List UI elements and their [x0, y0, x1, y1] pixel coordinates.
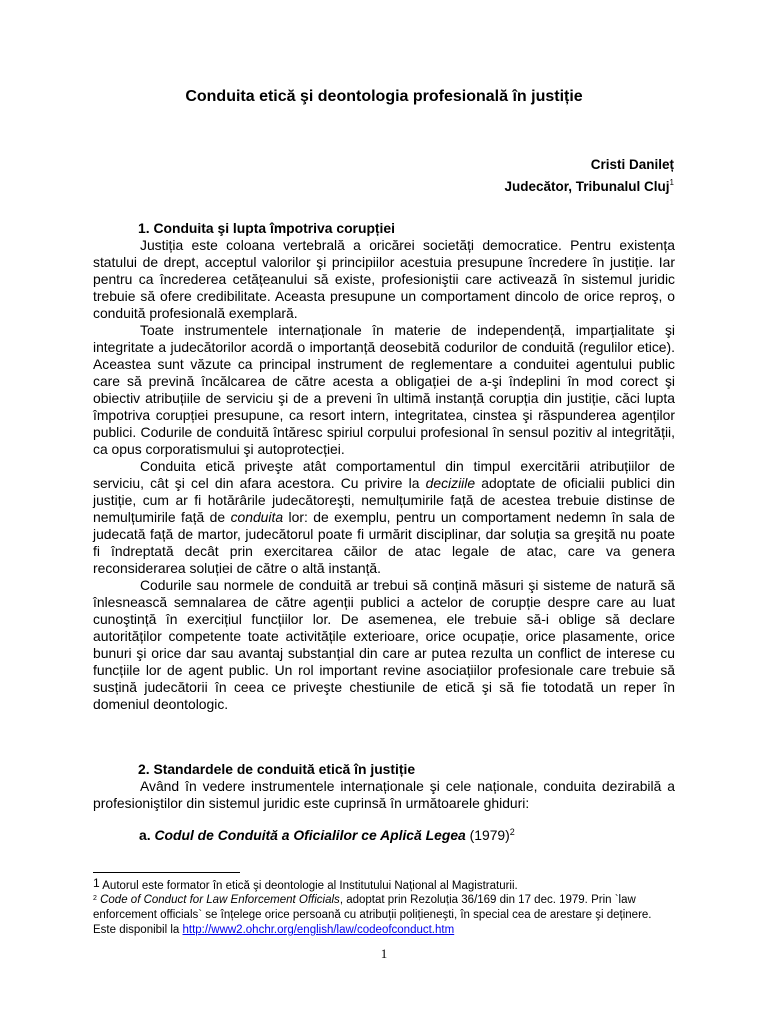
author-block [505, 156, 674, 196]
page-number: 1 [380, 946, 388, 961]
footnote-ref-1: 1 [669, 178, 674, 187]
author-name: Cristi Danileț [590, 157, 674, 172]
author-role-line [505, 174, 674, 196]
section-1-paragraph-4: Codurile sau normele de conduită ar trebui să conțină măsuri şi sisteme de natură să înlesnească semnalarea de către agenții publici a actelor de corupție despre care au luat cunoştință în exercițiul funcțiilor lor. De asemenea, ele trebuie să-i oblige să declare autorităților competente toate activitățile exterioare, orice ocupație, orice plasamente, orice bunuri şi orice dar sau avantaj substanțial din care ar putea rezulta un conflict de interese cu funcțiile lor de agent public. Un rol important revine asociațiilor profesionale care trebuie să susțină judecătorii în ceea ce priveşte chestiunile de etică şi să fie totodată un reper în domeniul deontologic. [93, 577, 675, 712]
emphasis-deciziile: deciziile [425, 475, 476, 491]
footnote-1: $^1$ Autorul este formator în etică şi deontologie al Institutului Național al Magistraturii. [93, 876, 518, 892]
section-2-heading: 2. Standardele de conduită etică în justiție [138, 761, 416, 777]
footnote-2: $^2$ Code of Conduct for Law Enforcement Officials, adoptat prin Rezoluția 36/169 din 17 dec. 1979. Prin `law enforcement officials` se înțelege orice persoană cu atribuții polițieneşti, în special cea de arestare şi deținere. Este disponibil la http://www2.ohchr.org/english/law/codeofconduct.htm [93, 894, 652, 936]
section-1-heading: 1. Conduita şi lupta împotriva corupției [138, 220, 396, 236]
guideline-a: a. Codul de Conduită a Oficialilor ce Aplică Legea $(1979)^2$ [139, 827, 515, 843]
section-1-paragraph-3: Conduita etică priveşte atât comportamentul din timpul exercitării atribuțiilor de serviciu, cât şi cel din afara acestora. Cu privire la deciziile adoptate de oficialii publici din justiție, cum ar fi hotărârile judecătoreşti, nemulțumirile față de acestea trebuie distinse de nemulțumirile față de conduita lor: de exemplu, pentru un comportament nedemn în sala de judecată față de martor, judecătorul poate fi urmărit disciplinar, dar soluția sa greşită nu poate fi îndreptată decât prin exercitarea căilor de atac legale de atac, care va genera reconsiderarea soluției de către o altă instanță. [93, 458, 676, 576]
section-1-paragraph-2: Toate instrumentele internaționale în materie de independență, imparțialitate şi integritate a judecătorilor acordă o importanță deosebită codurilor de conduită (regulilor etice). Aceastea sunt văzute ca principal instrument de reglementare a conduitei agentului public care să prevină încălcarea de către acesta a obligației de a-şi îndeplini în mod corect şi obiectiv atribuțiile de serviciu şi de a preveni în ultimă instanță corupția din justiție, căci lupta împotriva corupției presupune, ca resort intern, integritatea, cinstea şi răspunderea agenților publici. Codurile de conduită întăresc spiriul corpului profesional în sensul pozitiv al integrității, ca opus corporatismului şi autoprotecției. [93, 322, 675, 457]
footnote-ref-2: 2 [509, 827, 515, 837]
author-role: Judecător, Tribunalul Cluj [504, 179, 670, 194]
section-1-paragraph-1: Justiția este coloana vertebrală a oricărei societăți democratice. Pentru existența statului de drept, acceptul valorilor şi principiilor acestuia presupune încredere în justiție. Iar pentru ca încrederea cetățeanului să existe, profesioniştii care activează în sistemul juridic trebuie să ofere credibilitate. Aceasta presupune un comportament dincolo de orice reproş, o conduită profesională exemplară. [93, 237, 675, 321]
footnote-separator [93, 872, 240, 873]
document-title: Conduita etică şi deontologia profesională în justiție [185, 88, 583, 105]
section-1 [93, 220, 675, 713]
guideline-a-title: Codul de Conduită a Oficialilor ce Aplică Legea [154, 827, 466, 843]
footnote-2-link[interactable]: http://www2.ohchr.org/english/law/codeofconduct.htm [182, 924, 455, 936]
emphasis-conduita: conduita [230, 509, 284, 525]
section-2-paragraph: Având în vedere instrumentele internaționale şi cele naționale, conduita dezirabilă a profesioniştilor din sistemul juridic este cuprinsă în următoarele ghiduri: [93, 778, 675, 811]
section-2 [93, 761, 675, 844]
